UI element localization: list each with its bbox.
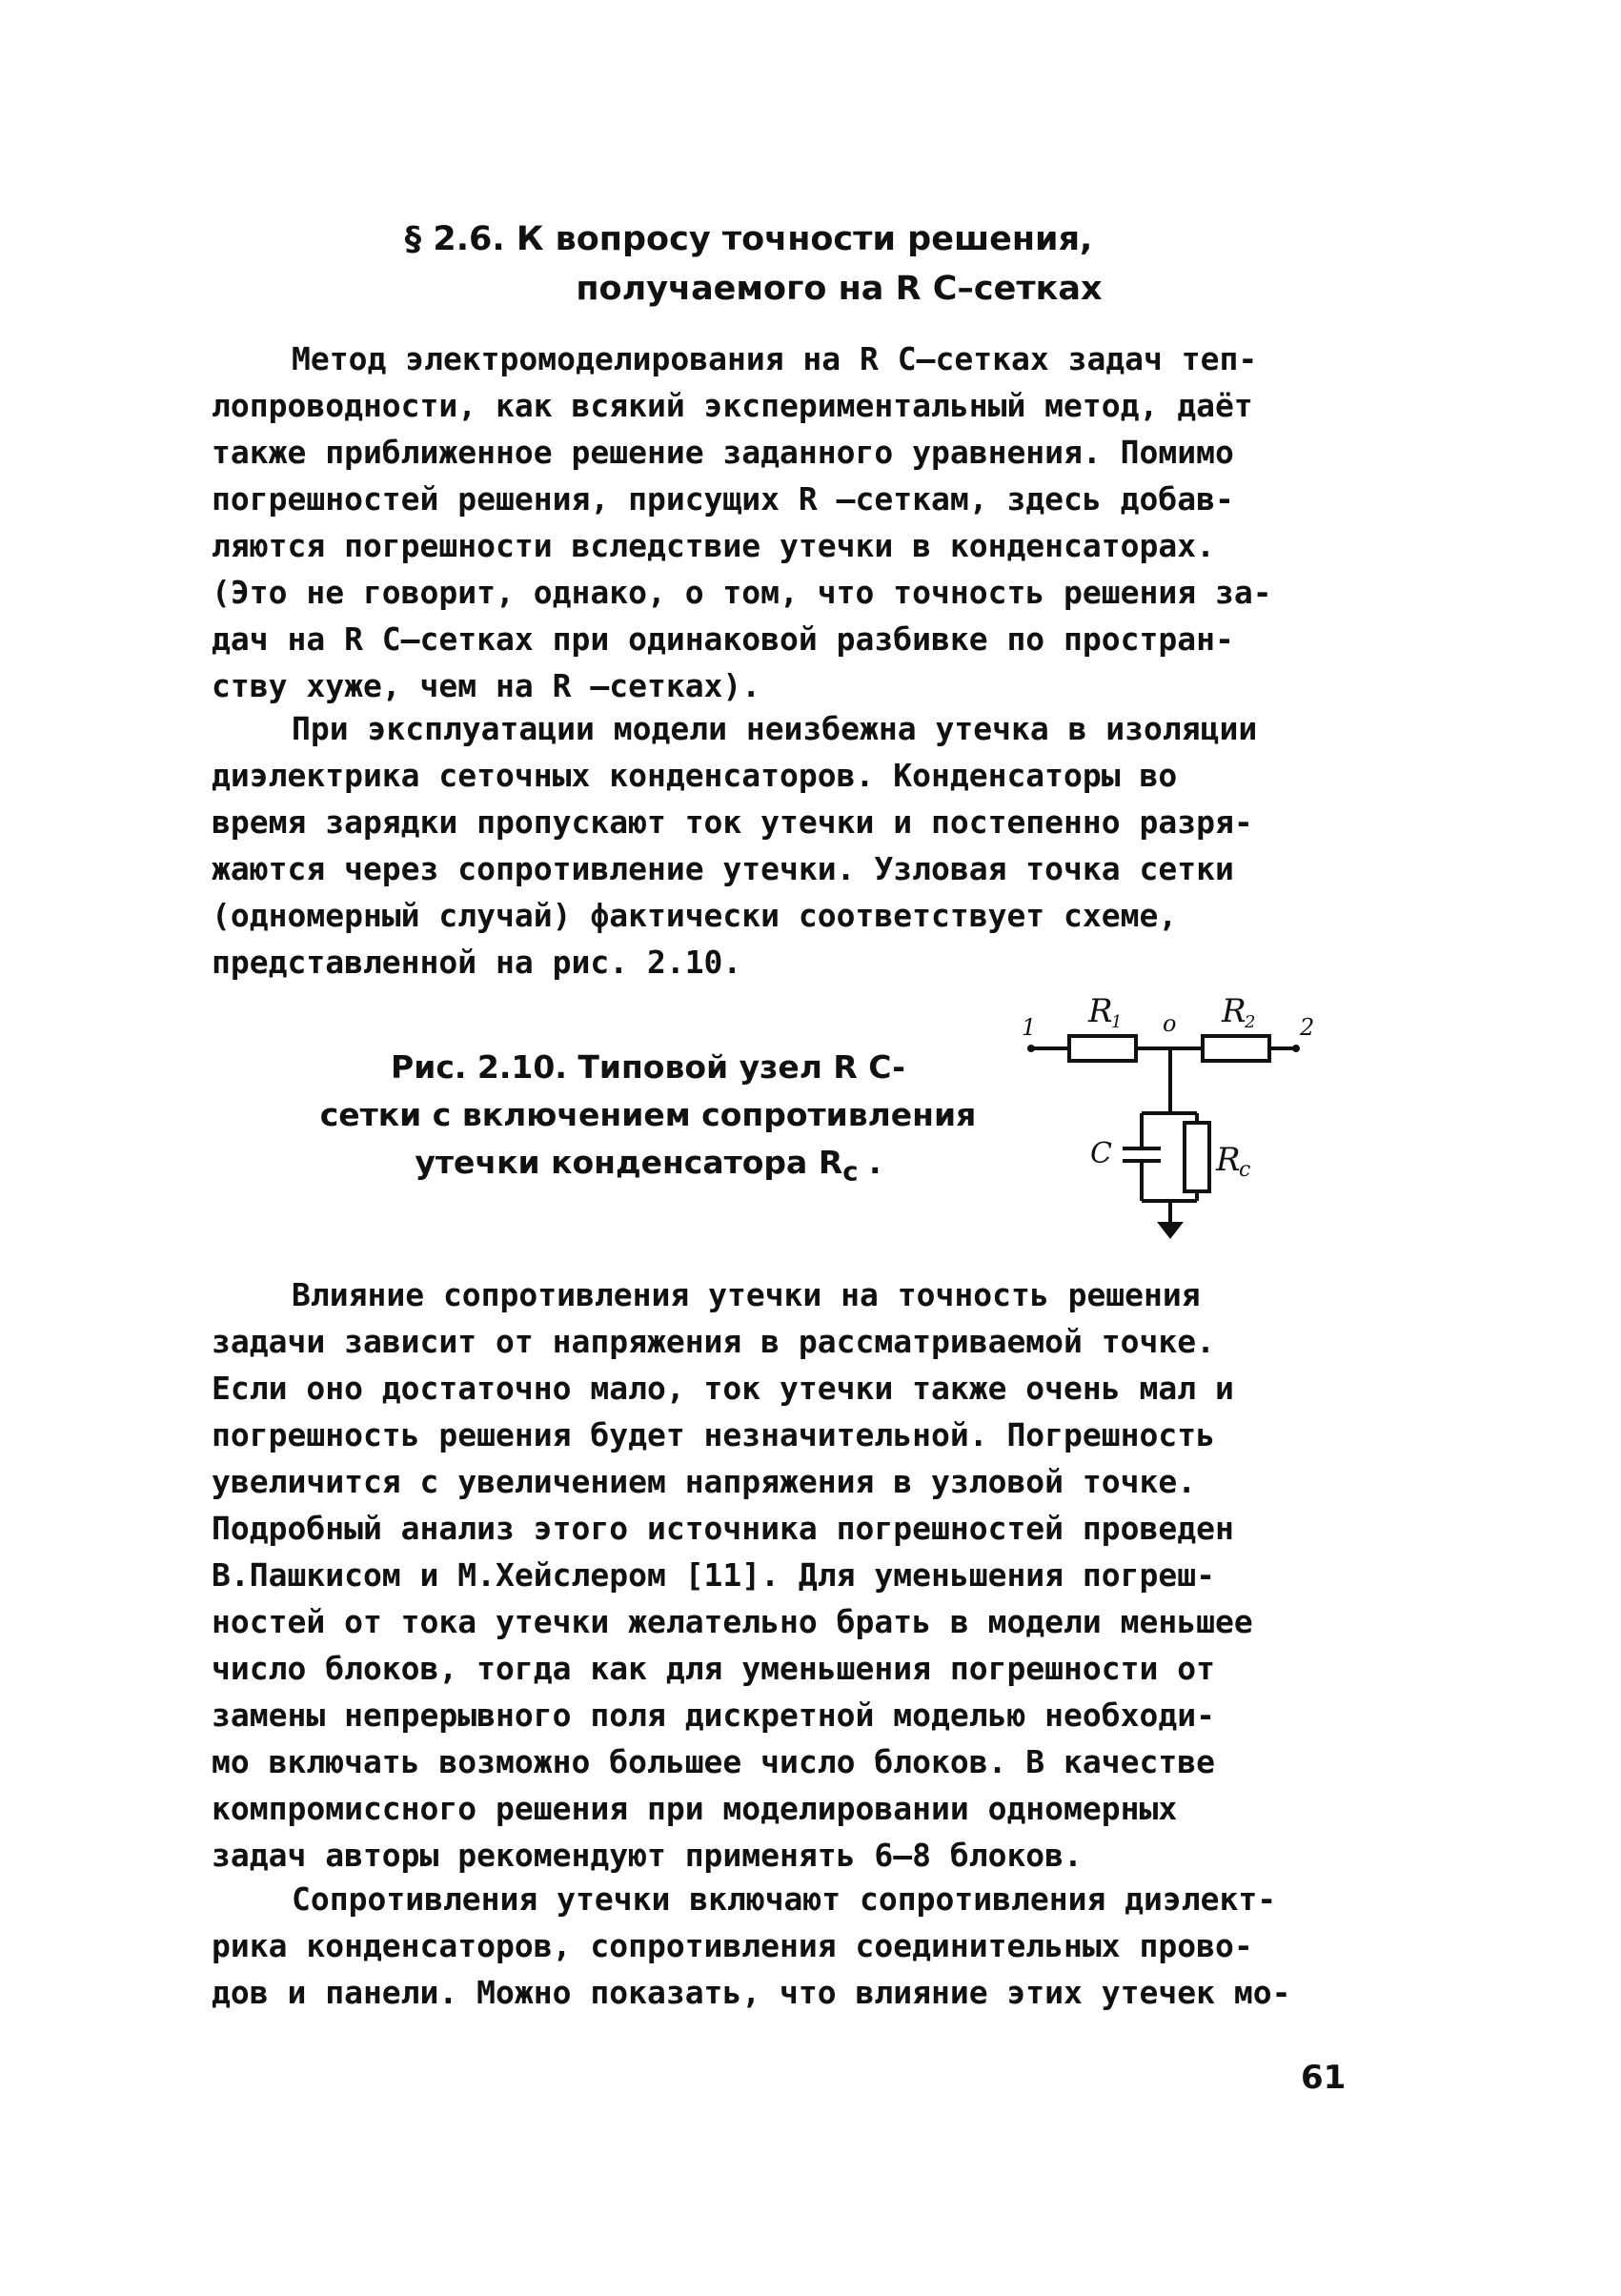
figure-caption (286, 1044, 1010, 1196)
text-line: Сопротивления утечки включают сопротивления диэлект- (292, 1880, 1277, 1918)
text-line: В.Пашкисом и М.Хейслером [11]. Для уменьшения погреш- (212, 1556, 1215, 1594)
text-line: Подробный анализ этого источника погрешностей проведен (212, 1510, 1234, 1547)
section-title-line-1: § 2.6. К вопросу точности решения, (404, 220, 1093, 258)
text-line: дач на R C–сетках при одинаковой разбивке по простран- (212, 620, 1234, 658)
circuit-svg (1010, 972, 1344, 1258)
text-line: ляются погрешности вследствие утечки в конденсаторах. (212, 527, 1215, 564)
text-line: представленной на рис. 2.10. (212, 944, 742, 981)
paragraph-1 (212, 335, 1422, 709)
text-line: ству хуже, чем на R –сетках). (212, 667, 761, 704)
label-node-2: 2 (1300, 1014, 1315, 1041)
section-title-line-2: получаемого на R C–сетках (576, 270, 1103, 308)
text-line: диэлектрика сеточных конденсаторов. Конденсаторы во (212, 757, 1178, 794)
resistor-r1 (1069, 1036, 1136, 1061)
text-line: задач авторы рекомендуют применять 6–8 блоков. (212, 1837, 1083, 1874)
paragraph-4 (212, 1876, 1422, 2016)
label-rc: R (1216, 1141, 1241, 1179)
caption-line (286, 1139, 1010, 1196)
text-line: время зарядки пропускают ток утечки и постепенно разря- (212, 803, 1253, 841)
terminal-right (1292, 1045, 1300, 1052)
label-node-o: o (1163, 1010, 1177, 1037)
text-line: мо включать возможно большее число блоков. В качестве (212, 1743, 1215, 1780)
caption-subscript: c (842, 1156, 859, 1188)
text-line: жаются через сопротивление утечки. Узловая точка сетки (212, 850, 1234, 887)
text-line: число блоков, тогда как для уменьшения погрешности от (212, 1650, 1215, 1687)
ground-icon (1157, 1222, 1184, 1239)
paragraph-2 (212, 705, 1422, 985)
text-line: (одномерный случай) фактически соответствует схеме, (212, 897, 1178, 934)
caption-text: утечки конденсатора R (415, 1144, 843, 1181)
caption-line: Рис. 2.10. Типовой узел R C- (391, 1048, 905, 1086)
label-r1-sub: 1 (1111, 1012, 1123, 1032)
text-line: (Это не говорит, однако, о том, что точность решения за- (212, 574, 1272, 611)
text-line: ностей от тока утечки желательно брать в модели меньшее (212, 1603, 1253, 1640)
text-line: задачи зависит от напряжения в рассматриваемой точке. (212, 1323, 1215, 1360)
text-line: При эксплуатации модели неизбежна утечка в изоляции (292, 710, 1258, 747)
text-line: погрешность решения будет незначительной. Погрешность (212, 1416, 1215, 1453)
text-line: рика конденсаторов, сопротивления соединительных прово- (212, 1927, 1253, 1964)
label-r1: R (1088, 992, 1113, 1030)
text-line: Влияние сопротивления утечки на точность решения (292, 1276, 1201, 1313)
text-line: погрешностей решения, присущих R –сеткам, здесь добав- (212, 480, 1234, 518)
label-node-1: 1 (1022, 1014, 1037, 1041)
section-heading (0, 214, 1621, 314)
page-number: 61 (1301, 2059, 1347, 2097)
resistor-r2 (1203, 1036, 1269, 1061)
label-r2-sub: 2 (1245, 1012, 1256, 1032)
text-line: дов и панели. Можно показать, что влияние этих утечек мо- (212, 1974, 1291, 2011)
caption-line: сетки с включением сопротивления (319, 1096, 977, 1133)
text-line: компромиссного решения при моделировании одномерных (212, 1790, 1178, 1827)
paragraph-3 (212, 1271, 1422, 1879)
text-line: Метод электромоделирования на R C–сетках задач теп- (292, 340, 1258, 377)
circuit-diagram (1010, 972, 1344, 1258)
text-line: также приближенное решение заданного уравнения. Помимо (212, 434, 1234, 471)
label-c: C (1090, 1137, 1112, 1170)
caption-end: . (858, 1144, 881, 1181)
text-line: Если оно достаточно мало, ток утечки также очень мал и (212, 1370, 1234, 1407)
terminal-left (1027, 1045, 1035, 1052)
text-line: замены непрерывного поля дискретной моделью необходи- (212, 1697, 1215, 1734)
label-rc-sub: c (1239, 1158, 1251, 1182)
resistor-rc (1185, 1123, 1209, 1191)
text-line: лопроводности, как всякий экспериментальный метод, даёт (212, 387, 1253, 424)
label-r2: R (1222, 992, 1246, 1030)
text-line: увеличится с увеличением напряжения в узловой точке. (212, 1463, 1197, 1500)
